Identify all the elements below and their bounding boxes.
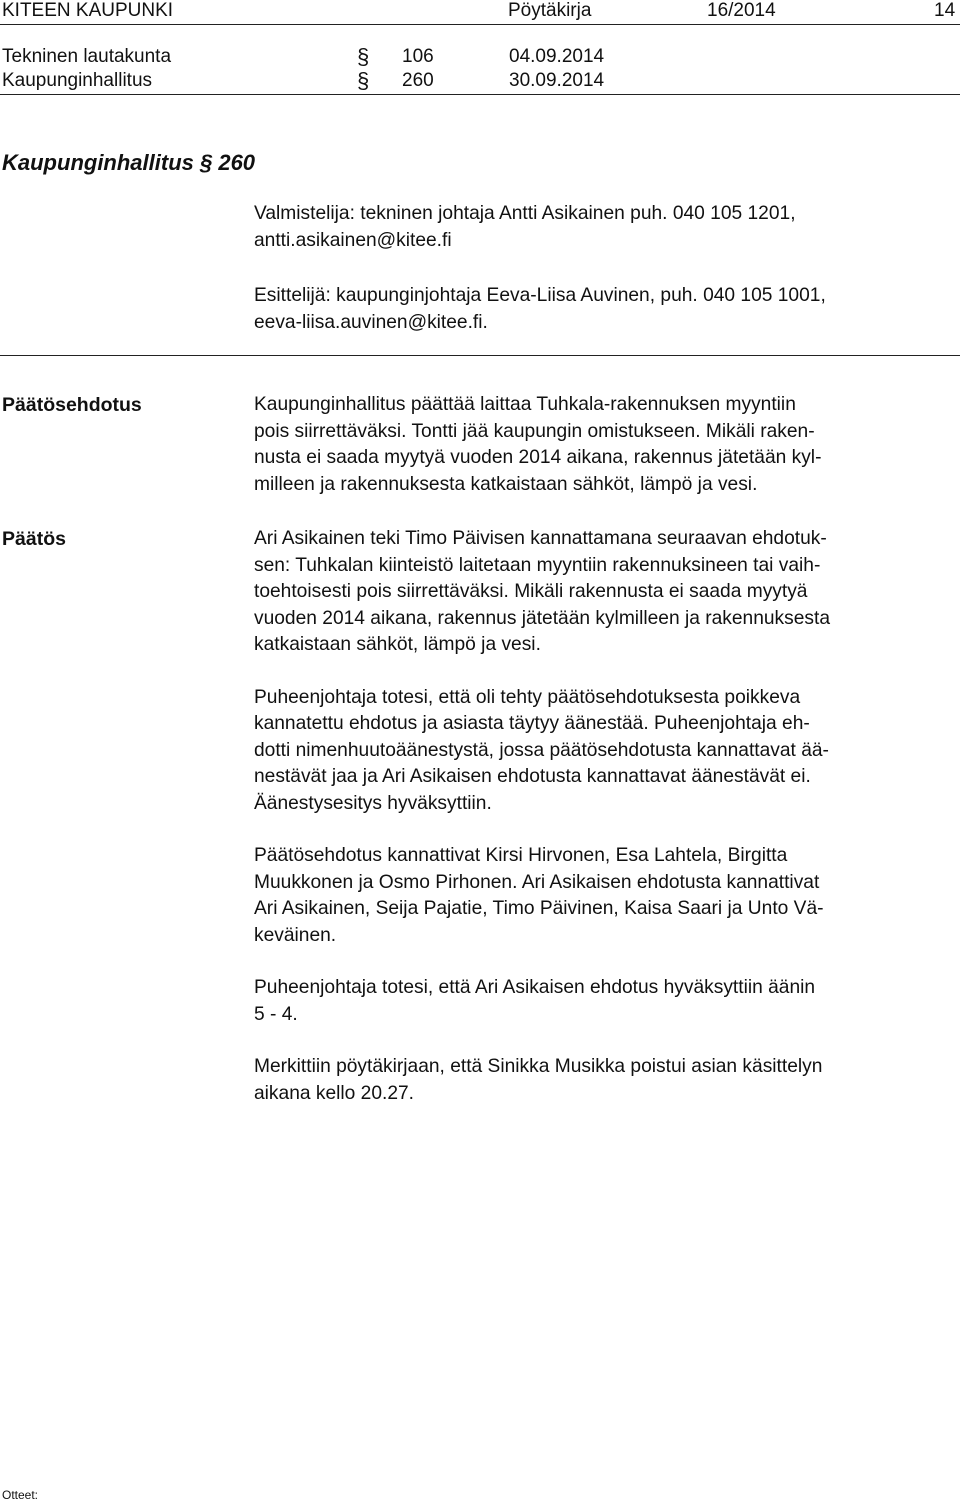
decision-paragraph [254, 843, 954, 949]
header-divider [0, 24, 960, 25]
section-sign: § [357, 44, 370, 69]
decision-text [254, 526, 954, 1133]
decision-line: aikana kello 20.27. [254, 1082, 415, 1104]
preparer-email: antti.asikainen@kitee.fi [254, 229, 452, 251]
meeting-body: Tekninen lautakunta [2, 46, 172, 67]
decision-line: dotti nimenhuutoäänestystä, jossa päätösehdotusta kannattavat ää- [254, 739, 829, 761]
presenter-email: eeva-liisa.auvinen@kitee.fi. [254, 311, 488, 333]
decision-paragraph [254, 975, 954, 1028]
proposal-line: pois siirrettäväksi. Tontti jää kaupungin omistukseen. Mikäli raken- [254, 420, 815, 442]
decision-line: Ari Asikainen, Seija Pajatie, Timo Päivinen, Kaisa Saari ja Unto Vä- [254, 898, 824, 919]
decision-line: toehtoisesti pois siirrettäväksi. Mikäli rakennusta ei saada myytyä [254, 581, 808, 602]
decision-line: Päätösehdotus kannattivat Kirsi Hirvonen, Esa Lahtela, Birgitta [254, 845, 788, 866]
decision-line: Puheenjohtaja totesi, että Ari Asikaisen ehdotus hyväksyttiin äänin [254, 977, 816, 998]
meeting-section-number: 260 [402, 70, 434, 91]
proposal-line: Kaupunginhallitus päättää laittaa Tuhkala-rakennuksen myyntiin [254, 394, 796, 415]
preparer-line: Valmistelija: tekninen johtaja Antti Asikainen puh. 040 105 1201, [254, 203, 796, 224]
decision-line: vuoden 2014 aikana, rakennus jätetään kylmilleen ja rakennuksesta [254, 607, 830, 629]
organization-name: KITEEN KAUPUNKI [2, 0, 174, 21]
decision-line: katkaistaan sähköt, lämpö ja vesi. [254, 634, 541, 655]
decision-paragraph [254, 1054, 954, 1107]
decision-line: nestävät jaa ja Ari Asikaisen ehdotusta kannattavat äänestävät ei. [254, 766, 811, 787]
decision-paragraph [254, 685, 954, 818]
decision-line: sen: Tuhkalan kiinteistö laitetaan myyntiin rakennuksineen tai vaih- [254, 554, 821, 576]
decision-line: Puheenjohtaja totesi, että oli tehty päätösehdotuksesta poikkeva [254, 686, 801, 708]
section-divider [0, 355, 960, 356]
refs-divider [0, 94, 960, 95]
decision-line: Merkittiin pöytäkirjaan, että Sinikka Musikka poistui asian käsittelyn [254, 1056, 823, 1077]
proposal-label: Päätösehdotus [2, 394, 142, 416]
proposal-line: milleen ja rakennuksesta katkaistaan sähköt, lämpö ja vesi. [254, 473, 758, 495]
decision-line: 5 - 4. [254, 1003, 298, 1025]
presenter-block [254, 283, 954, 336]
meeting-date: 30.09.2014 [509, 70, 605, 91]
decision-line: keväinen. [254, 924, 337, 946]
decision-paragraph [254, 526, 954, 659]
preparer-block [254, 201, 954, 254]
meeting-body: Kaupunginhallitus [2, 70, 153, 91]
document-type: Pöytäkirja [508, 0, 592, 21]
document-number: 16/2014 [707, 0, 776, 21]
page-number: 14 [934, 0, 956, 21]
section-heading: Kaupunginhallitus § 260 [2, 150, 256, 175]
decision-line: kannatettu ehdotus ja asiasta täytyy äänestää. Puheenjohtaja eh- [254, 713, 810, 734]
decision-label: Päätös [2, 528, 66, 550]
section-sign: § [357, 68, 370, 93]
decision-line: Äänestysesitys hyväksyttiin. [254, 792, 492, 814]
copies-label: Otteet: [2, 1488, 39, 1502]
decision-line: Muukkonen ja Osmo Pirhonen. Ari Asikaisen ehdotusta kannattivat [254, 871, 820, 893]
meeting-date: 04.09.2014 [509, 46, 605, 67]
proposal-text [254, 392, 954, 498]
proposal-line: nusta ei saada myytyä vuoden 2014 aikana, rakennus jätetään kyl- [254, 447, 822, 468]
presenter-line: Esittelijä: kaupunginjohtaja Eeva-Liisa Auvinen, puh. 040 105 1001, [254, 285, 826, 306]
decision-line: Ari Asikainen teki Timo Päivisen kannattamana seuraavan ehdotuk- [254, 528, 827, 549]
meeting-section-number: 106 [402, 46, 434, 67]
